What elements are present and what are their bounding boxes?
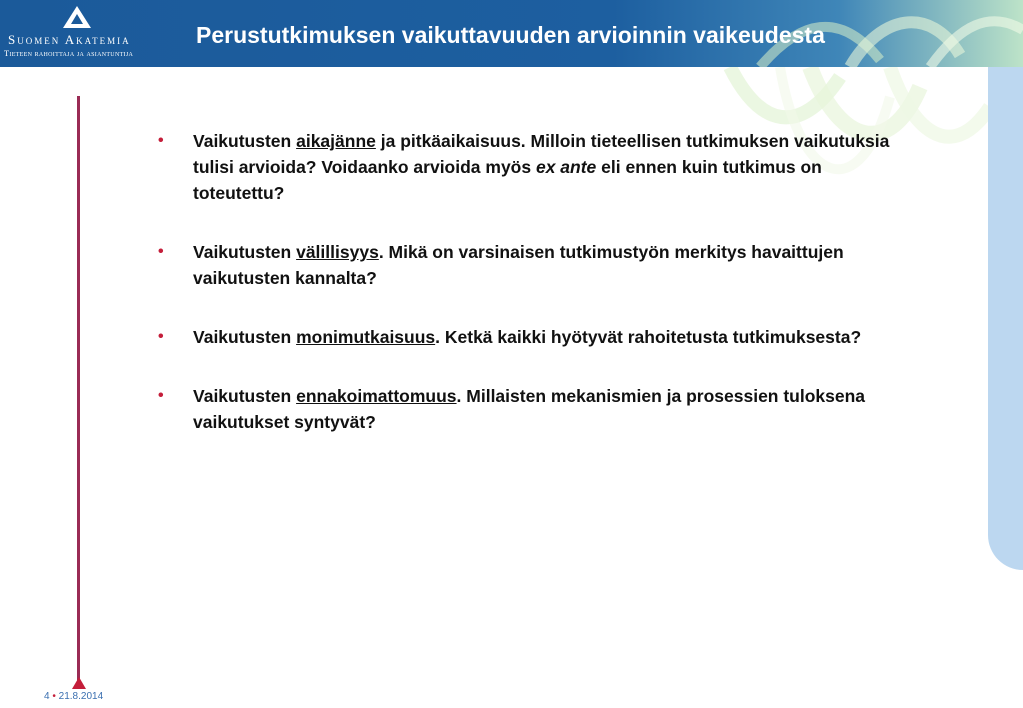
bullet-dot-icon: •	[158, 328, 164, 345]
footer-separator: •	[52, 691, 56, 702]
bullet-lead: Vaikutusten	[193, 131, 297, 151]
bullet-text: . Mikä on varsinaisen tutkimustyön merkitys havaittujen vaikutusten kannalta?	[193, 242, 844, 288]
logo-name: Suomen Akatemia	[8, 32, 131, 47]
right-side-panel	[988, 67, 1023, 570]
slide-date: 21.8.2014	[58, 691, 104, 702]
bullet-item-complexity	[158, 324, 918, 350]
triangle-marker-icon	[72, 677, 86, 689]
bullet-text-end: eli ennen kuin tutkimus on toteutettu?	[193, 157, 822, 203]
left-vertical-rule	[77, 96, 80, 682]
slide-footer	[44, 691, 103, 702]
logo-triangle-icon	[62, 5, 92, 29]
bullet-item-timespan	[158, 128, 918, 206]
bullet-lead: Vaikutusten	[193, 386, 297, 406]
bullet-dot-icon: •	[158, 132, 164, 149]
bullet-term: monimutkaisuus	[296, 327, 436, 347]
bullet-text: . Millaisten mekanismien ja prosessien tuloksena vaikutukset syntyvät?	[193, 386, 866, 432]
bullet-term: aikajänne	[296, 131, 376, 151]
bullet-text: ja pitkäaikaisuus. Milloin tieteellisen tutkimuksen vaikutuksia tulisi arvioida? Voidaanko arvioida myös	[193, 131, 890, 177]
bullet-lead: Vaikutusten	[193, 242, 297, 262]
bullet-text: . Ketkä kaikki hyötyvät rahoitetusta tutkimuksesta?	[435, 327, 862, 347]
bullet-term: ennakoimattomuus	[296, 386, 457, 406]
bullet-list	[158, 128, 918, 468]
page-number: 4	[44, 691, 50, 702]
bullet-item-unpredictability	[158, 383, 918, 435]
logo-tagline: Tieteen rahoittaja ja asiantuntija	[4, 49, 134, 58]
bullet-dot-icon: •	[158, 243, 164, 260]
bullet-lead: Vaikutusten	[193, 327, 297, 347]
header-bar	[0, 0, 1023, 67]
bullet-item-indirectness	[158, 239, 918, 291]
slide-title: Perustutkimuksen vaikuttavuuden arvioinnin vaikeudesta	[196, 22, 825, 48]
bullet-dot-icon: •	[158, 387, 164, 404]
suomen-akatemia-logo[interactable]	[0, 0, 170, 67]
bullet-italic: ex ante	[535, 157, 597, 177]
bullet-term: välillisyys	[296, 242, 379, 262]
